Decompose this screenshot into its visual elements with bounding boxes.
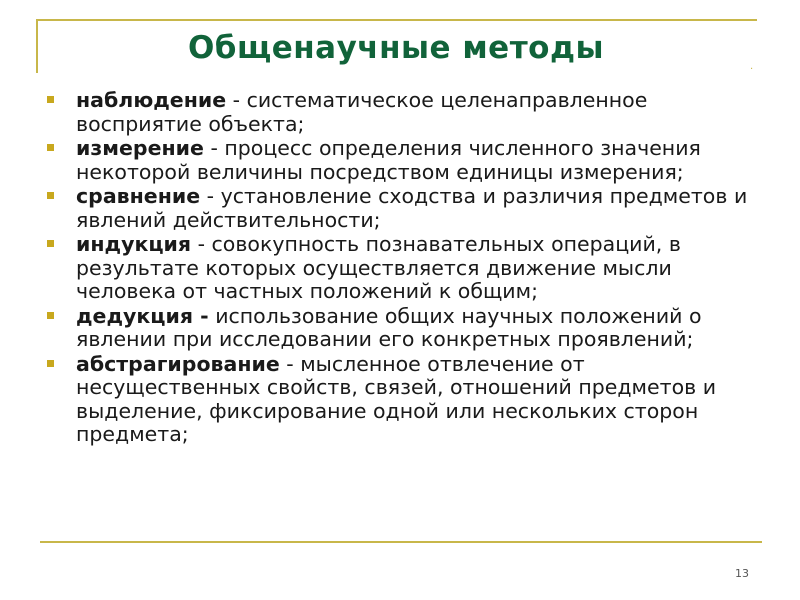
bullet-square-icon bbox=[47, 312, 54, 319]
bullet-list bbox=[47, 89, 772, 448]
item-definition: - установление сходства и различия предметов и явлений действительности; bbox=[76, 184, 748, 232]
list-item bbox=[47, 305, 772, 352]
item-term: абстрагирование bbox=[76, 351, 280, 376]
bullet-square-icon bbox=[47, 96, 54, 103]
bullet-square-icon bbox=[47, 240, 54, 247]
slide-title: Общенаучные методы bbox=[187, 30, 605, 66]
title-corner-mark: . bbox=[750, 61, 754, 72]
bullet-square-icon bbox=[47, 192, 54, 199]
item-term: измерение bbox=[76, 136, 204, 160]
list-item bbox=[47, 89, 772, 136]
bullet-square-icon bbox=[47, 144, 54, 151]
list-item bbox=[47, 353, 772, 447]
list-item bbox=[47, 233, 772, 304]
page-number: 13 bbox=[735, 567, 749, 580]
item-definition: - мысленное отвлечение от несущественных свойств, связей, отношений предметов и выделение, фиксирование одной или нескольких сторон предмета; bbox=[76, 351, 717, 446]
title-frame-top-line bbox=[36, 19, 757, 21]
item-term: сравнение bbox=[76, 184, 201, 208]
item-term: наблюдение bbox=[76, 88, 227, 112]
item-definition: использование общих научных положений о явлении при исследовании его конкретных проявлений; bbox=[76, 303, 702, 351]
item-term: индукция bbox=[76, 232, 192, 256]
item-definition: - процесс определения численного значения некоторой величины посредством единицы измерения; bbox=[76, 136, 701, 184]
bullet-square-icon bbox=[47, 360, 54, 367]
item-definition: - систематическое целенаправленное восприятие объекта; bbox=[76, 88, 648, 136]
footer-divider bbox=[40, 541, 762, 543]
list-item bbox=[47, 185, 772, 232]
title-frame-left-line bbox=[36, 19, 38, 73]
item-definition: - совокупность познавательных операций, в результате которых осуществляется движение мысли человека от частных положений к общим; bbox=[76, 232, 681, 303]
list-item bbox=[47, 137, 772, 184]
item-term: дедукция - bbox=[76, 303, 209, 328]
